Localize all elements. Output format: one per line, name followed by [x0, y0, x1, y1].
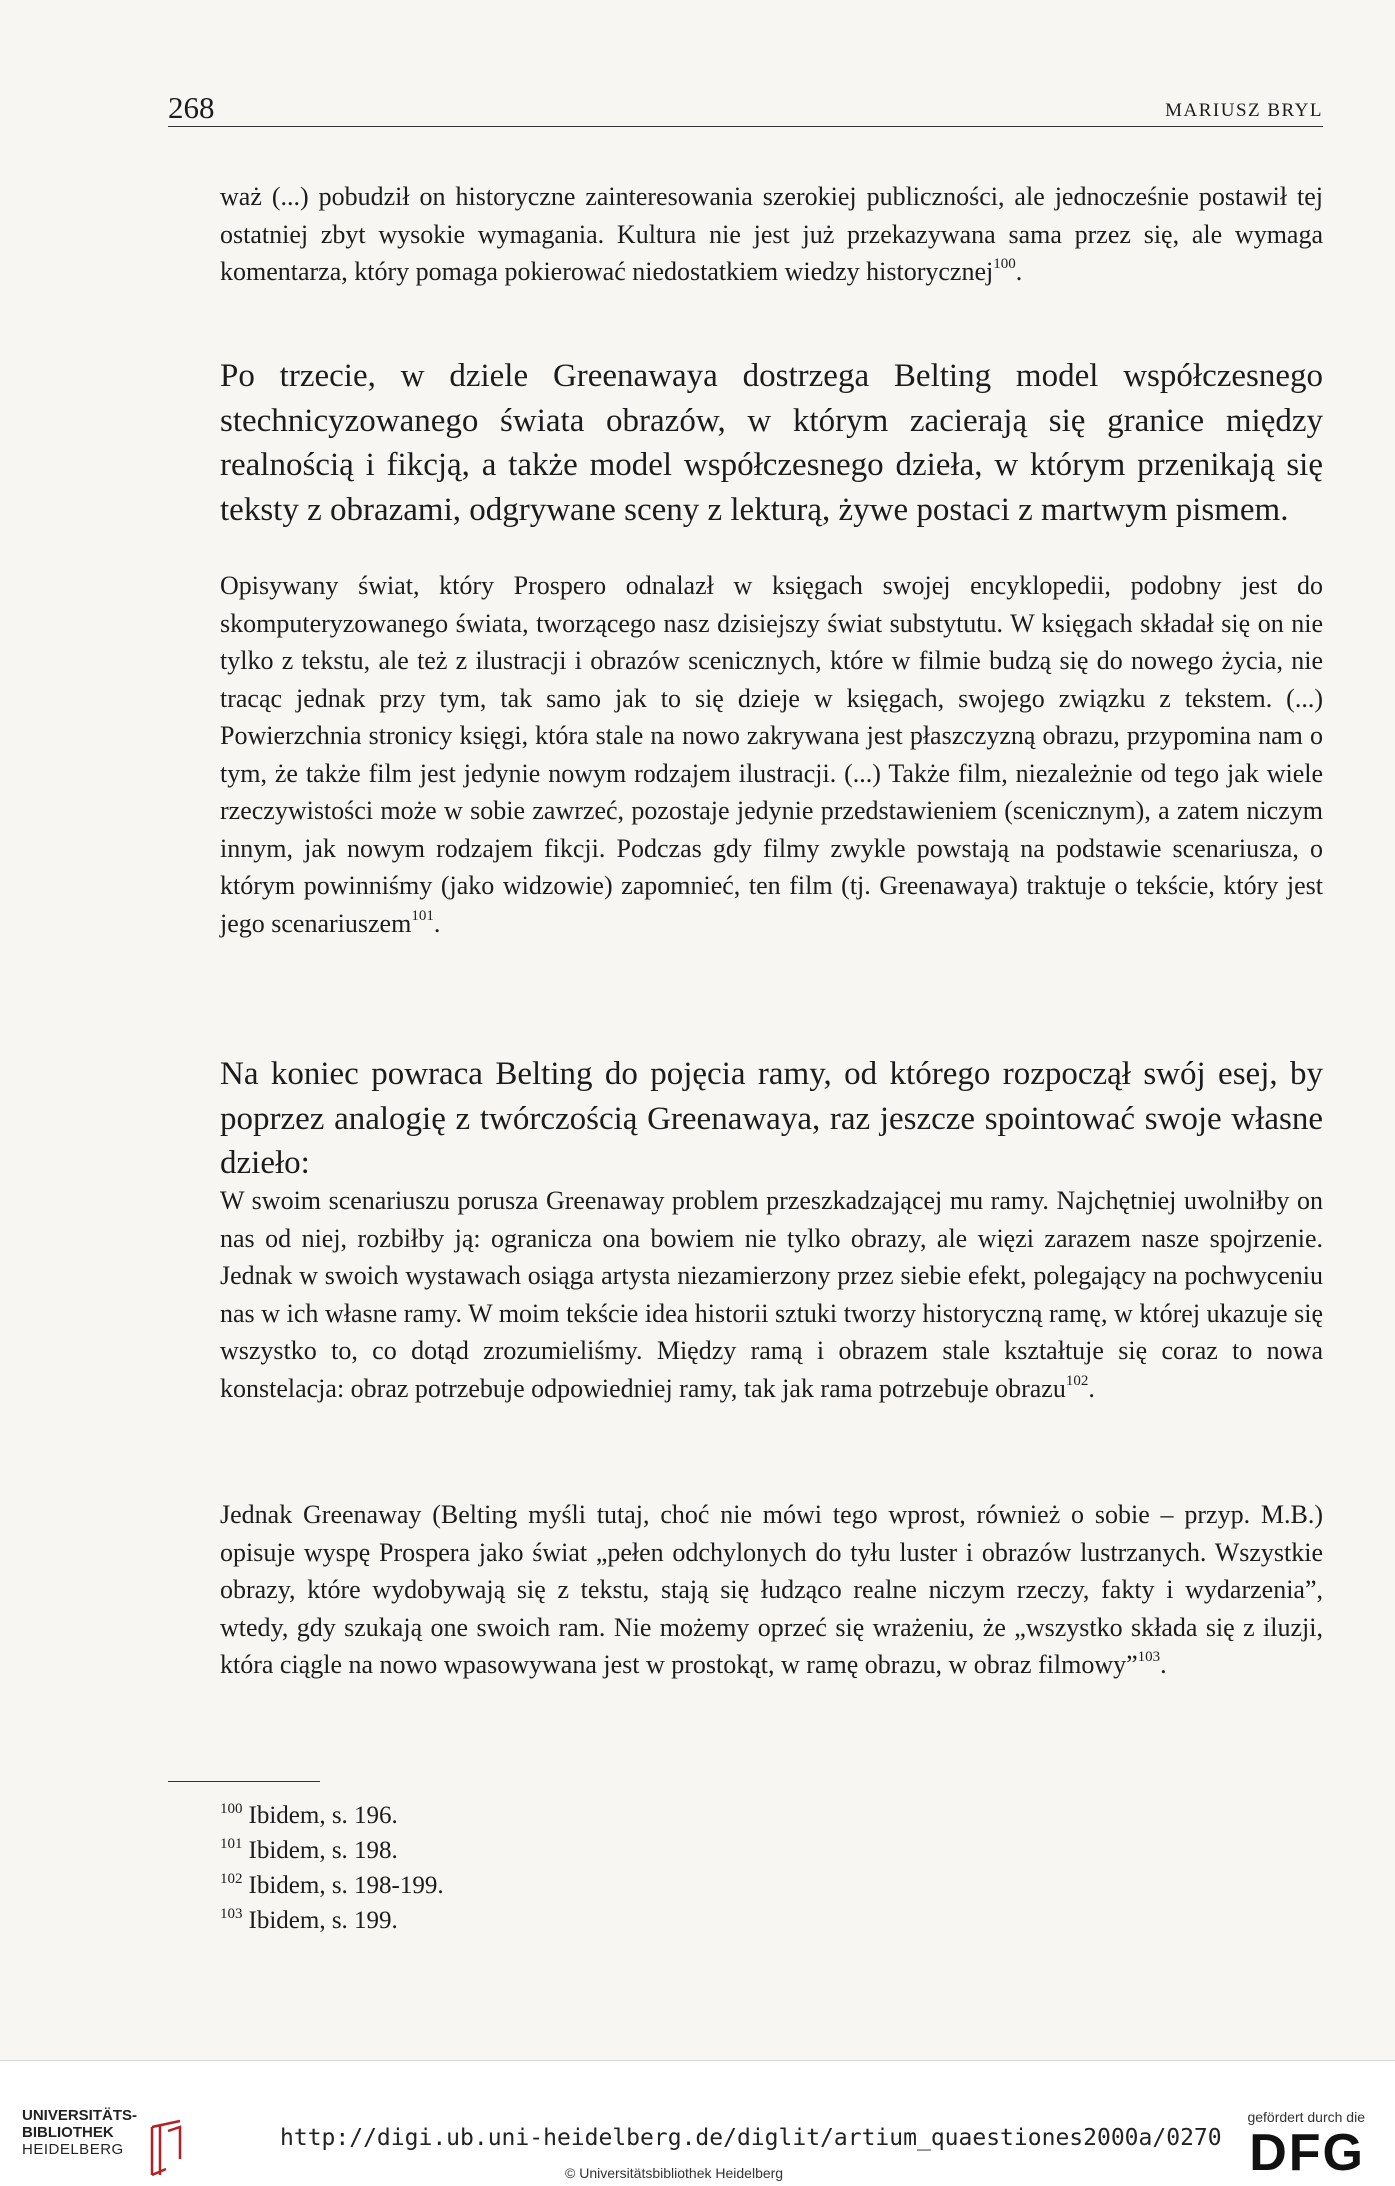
block-quote-3: W swoim scenariuszu porusza Greenaway problem przeszkadzającej mu ramy. Najchętniej uwolniłby on nas od niej, rozbiłby ją: ogranicza ona bowiem nie tylko obrazy, ale więzi zarazem nasze spojrzenie. Jednak w swoich wystawach osiąga artysta niezamierzony przez siebie efekt, polegający na pochwyceniu nas w ich własne ramy. W moim tekście idea historii sztuki tworzy historyczną ramę, w której ukazuje się wszystko to, co dotąd zrozumieliśmy. Między ramą i obrazem stale kształtuje się coraz to nowa konstelacja: obraz potrzebuje odpowiedniej ramy, tak jak rama potrzebuje obrazu$^{102}$.: [220, 1186, 1323, 1403]
footnote: $^{103}$ Ibidem, s. 199.: [220, 1906, 398, 1934]
library-logo-icon: [146, 2119, 186, 2179]
footnote-ref[interactable]: 100: [993, 256, 1016, 272]
copyright-notice: © Universitätsbibliothek Heidelberg: [565, 2165, 784, 2181]
quote-text: Opisywany świat, który Prospero odnalazł w księgach swojej encyklopedii, podobny jest do skomputeryzowanego świata, tworzącego nasz dzisiejszy świat substytutu. W księgach składał się on nie tylko z tekstu, ale też z ilustracji i obrazów scenicznych, które w filmie budzą się do nowego życia, nie tracąc jednak przy tym, tak samo jak to się dzieje w księgach, swojego związku z tekstem. (...) Powierzchnia stronicy księgi, która stale na nowo zakrywana jest płaszczyzną obrazu, przypomina nam o tym, że także film jest jedynie nowym rodzajem ilustracji. (...) Także film, niezależnie od tego jak wiele rzeczywistości może w sobie zawrzeć, pozostaje jedynie przedstawieniem (scenicznym), a zatem niczym innym, jak nowym rodzajem fikcji. Podczas gdy filmy zwykle powstają na podstawie scenariusza, o którym powinniśmy (jako widzowie) zapomnieć, ten film (tj. Greenawaya) traktuje o tekście, który jest jego scenariuszem: [220, 571, 1323, 938]
footnote-divider: [168, 1781, 320, 1782]
quote-text: waż (...) pobudził on historyczne zainteresowania szerokiej publiczności, ale jednocześnie postawił tej ostatniej zbyt wysokie wymagania. Kultura nie jest już przekazywana sama przez się, ale wymaga komentarza, który pomaga pokierować niedostatkiem wiedzy historycznej: [220, 182, 1323, 286]
footnote-ref[interactable]: 102: [1065, 1372, 1089, 1389]
quote-text: Jednak Greenaway (Belting myśli tutaj, choć nie mówi tego wprost, również o sobie – przyp. M.B.) opisuje wyspę Prospera jako świat „pełen odchylonych do tyłu luster i obrazów lustrzanych. Wszystkie obrazy, które wydobywają się z tekstu, stają się łudząco realne niczym rzeczy, fakty i wydarzenia”, wtedy, gdy szukają one swoich ram. Nie możemy oprzeć się wrażeniu, że „wszystko składa się z iluzji, która ciągle na nowo wpasowywana jest w prostokąt, w ramę obrazu, w obraz filmowy”: [220, 1500, 1323, 1679]
paragraph-text: Po trzecie, w dziele Greenawaya dostrzega Belting model współczesnego stechnicyzowanego świata obrazów, w którym zacierają się granice między realnością i fikcją, a także model współczesnego dzieła, w którym przenikają się teksty z obrazami, odgrywane sceny z lekturą, żywe postaci z martwym pismem.: [220, 358, 1323, 528]
footnotes: [220, 1798, 444, 1938]
library-name[interactable]: UNIVERSITÄTS- BIBLIOTHEK HEIDELBERG: [22, 2107, 138, 2158]
funding-label: gefördert durch die: [1247, 2109, 1365, 2125]
quote-text: W swoim scenariuszu porusza Greenaway problem przeszkadzającej mu ramy. Najchętniej uwolniłby on nas od niej, rozbiłby ją: ogranicza ona bowiem nie tylko obrazy, ale więzi zarazem nasze spojrzenie. Jednak w swoich wystawach osiąga artysta niezamierzony przez siebie efekt, polegający na pochwyceniu nas w ich własne ramy. W moim tekście idea historii sztuki tworzy historyczną ramę, w której ukazuje się wszystko to, co dotąd zrozumieliśmy. Między ramą i obrazem stale kształtuje się coraz to nowa konstelacja: obraz potrzebuje odpowiedniej ramy, tak jak rama potrzebuje obrazu: [220, 1186, 1323, 1403]
footnote-ref[interactable]: 101: [411, 907, 434, 924]
running-head: MARIUSZ BRYL: [1165, 100, 1323, 121]
dfg-logo[interactable]: DFG: [1249, 2124, 1365, 2182]
page-header: [168, 90, 1323, 127]
footnote: $^{101}$ Ibidem, s. 198.: [220, 1836, 398, 1864]
footnote-ref[interactable]: 103: [1137, 1649, 1161, 1665]
block-quote-1: waż (...) pobudził on historyczne zainteresowania szerokiej publiczności, ale jednocześnie postawił tej ostatniej zbyt wysokie wymagania. Kultura nie jest już przekazywana sama przez się, ale wymaga komentarza, który pomaga pokierować niedostatkiem wiedzy historycznej$^{100}$.: [220, 182, 1323, 286]
footnote: $^{100}$ Ibidem, s. 196.: [220, 1801, 398, 1829]
digitization-footer: [0, 2060, 1395, 2186]
footnote: $^{102}$ Ibidem, s. 198-199.: [220, 1871, 444, 1899]
page-number: 268: [168, 90, 215, 125]
permalink-url[interactable]: http://digi.ub.uni-heidelberg.de/diglit/artium_quaestiones2000a/0270: [280, 2125, 1222, 2151]
paragraph-text: Na koniec powraca Belting do pojęcia ramy, od którego rozpoczął swój esej, by poprzez analogię z twórczością Greenawaya, raz jeszcze spointować swoje własne dzieło:: [220, 1056, 1323, 1181]
block-quote-2: Opisywany świat, który Prospero odnalazł w księgach swojej encyklopedii, podobny jest do skomputeryzowanego świata, tworzącego nasz dzisiejszy świat substytutu. W księgach składał się on nie tylko z tekstu, ale też z ilustracji i obrazów scenicznych, które w filmie budzą się do nowego życia, nie tracąc jednak przy tym, tak samo jak to się dzieje w księgach, swojego związku z tekstem. (...) Powierzchnia stronicy księgi, która stale na nowo zakrywana jest płaszczyzną obrazu, przypomina nam o tym, że także film jest jedynie nowym rodzajem ilustracji. (...) Także film, niezależnie od tego jak wiele rzeczywistości może w sobie zawrzeć, pozostaje jedynie przedstawieniem (scenicznym), a zatem niczym innym, jak nowym rodzajem fikcji. Podczas gdy filmy zwykle powstają na podstawie scenariusza, o którym powinniśmy (jako widzowie) zapomnieć, ten film (tj. Greenawaya) traktuje o tekście, który jest jego scenariuszem$^{101}$.: [220, 571, 1323, 938]
paragraph-2: [220, 1052, 1323, 1186]
paragraph-1: [220, 354, 1323, 532]
block-quote-4: Jednak Greenaway (Belting myśli tutaj, choć nie mówi tego wprost, również o sobie – przyp. M.B.) opisuje wyspę Prospera jako świat „pełen odchylonych do tyłu luster i obrazów lustrzanych. Wszystkie obrazy, które wydobywają się z tekstu, stają się łudząco realne niczym rzeczy, fakty i wydarzenia”, wtedy, gdy szukają one swoich ram. Nie możemy oprzeć się wrażeniu, że „wszystko składa się z iluzji, która ciągle na nowo wpasowywana jest w prostokąt, w ramę obrazu, w obraz filmowy”$^{103}$.: [220, 1500, 1323, 1679]
